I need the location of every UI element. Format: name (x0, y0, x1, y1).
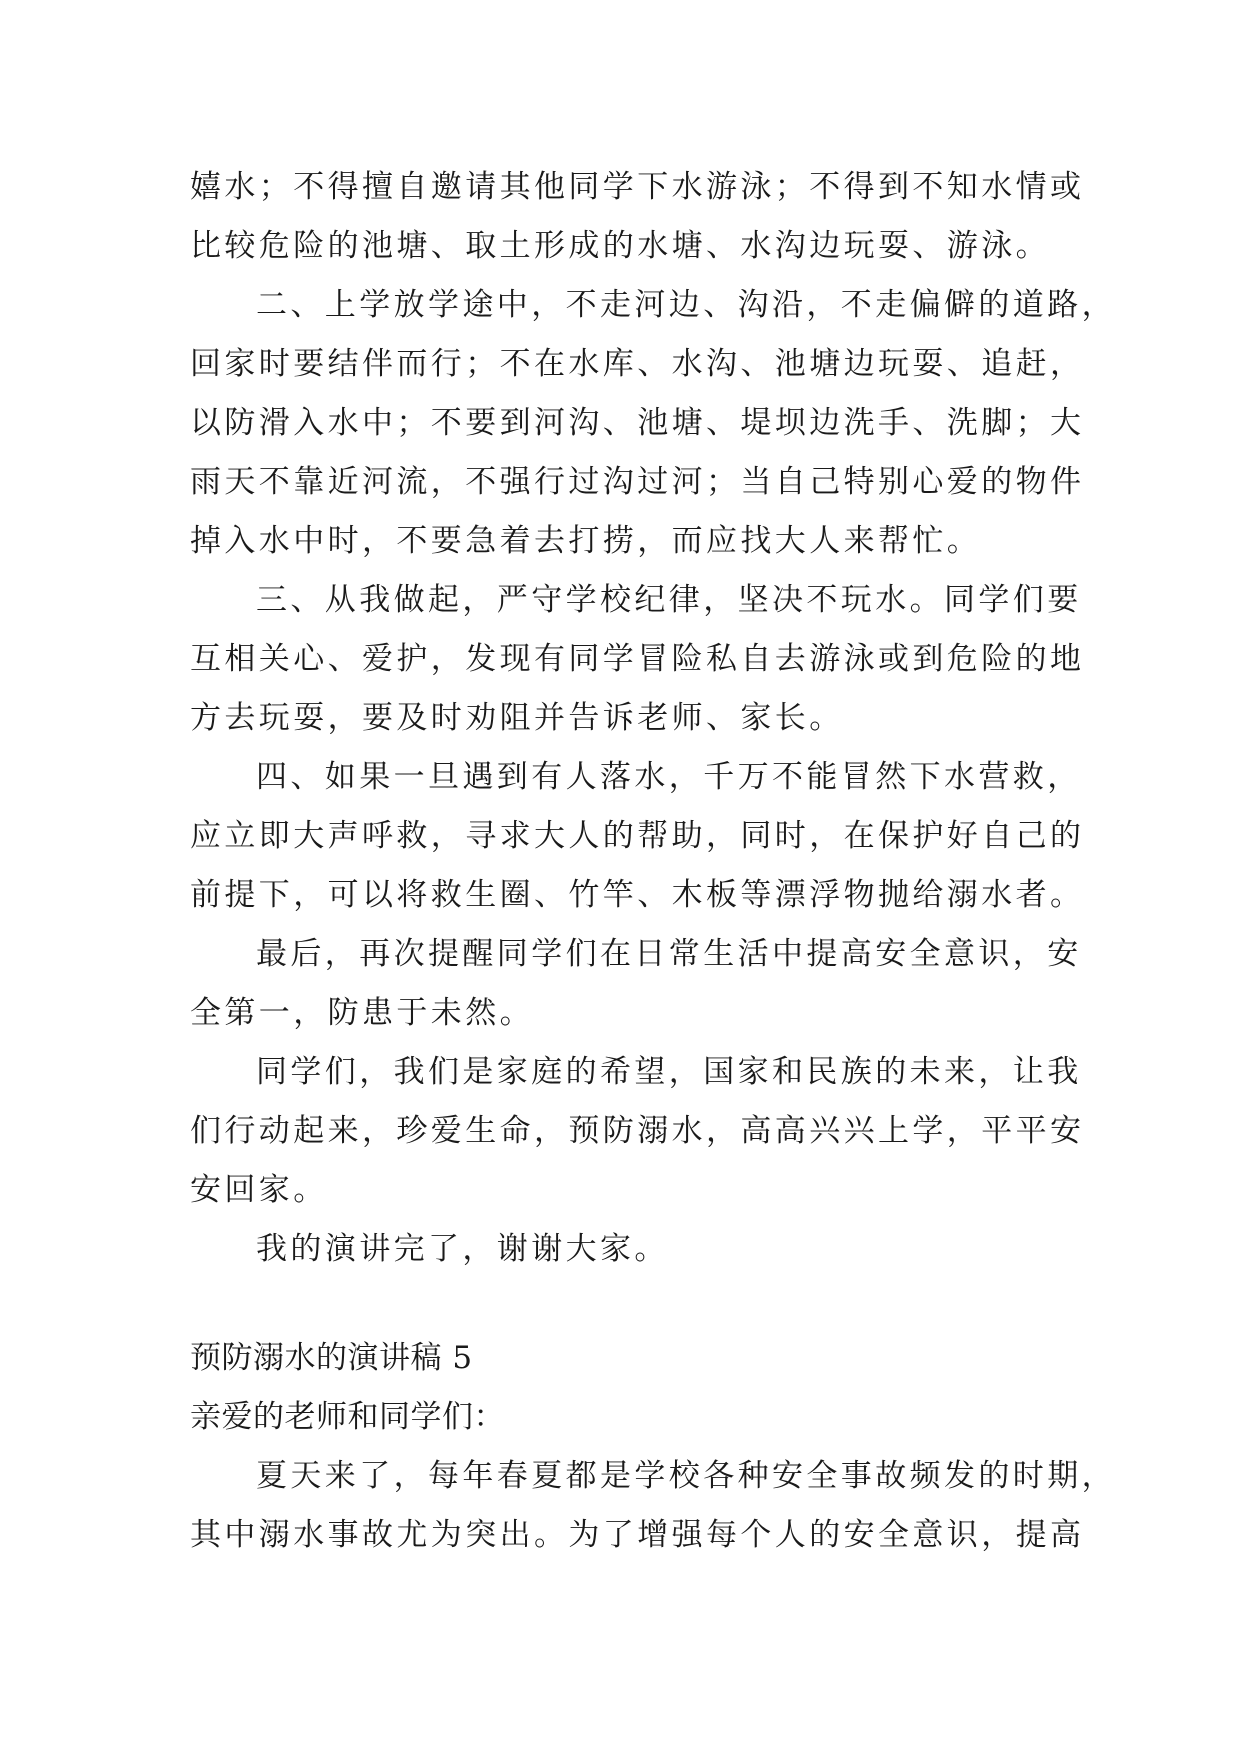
paragraph-line: 二、上学放学途中，不走河边、沟沿，不走偏僻的道路， (256, 287, 1116, 323)
paragraph-line: 三、从我做起，严守学校纪律，坚决不玩水。同学们要 (256, 582, 1082, 618)
paragraph-line: 以防滑入水中；不要到河沟、池塘、堤坝边洗手、洗脚；大 (190, 405, 1085, 441)
paragraph-line: 方去玩耍，要及时劝阻并告诉老师、家长。 (190, 700, 844, 736)
paragraph-line: 们行动起来，珍爱生命，预防溺水，高高兴兴上学，平平安 (190, 1113, 1085, 1149)
paragraph-line: 比较危险的池塘、取土形成的水塘、水沟边玩耍、游泳。 (190, 228, 1050, 264)
document-body (190, 158, 1116, 1565)
paragraph-line: 夏天来了，每年春夏都是学校各种安全事故频发的时期， (256, 1458, 1116, 1494)
paragraph-line: 掉入水中时，不要急着去打捞，而应找大人来帮忙。 (190, 523, 982, 559)
paragraph-line: 其中溺水事故尤为突出。为了增强每个人的安全意识，提高 (190, 1517, 1085, 1553)
section-title: 预防溺水的演讲稿 5 (190, 1340, 473, 1376)
paragraph-line: 四、如果一旦遇到有人落水，千万不能冒然下水营救， (256, 759, 1082, 795)
paragraph-line: 最后，再次提醒同学们在日常生活中提高安全意识，安 (256, 936, 1082, 972)
section-heading-block (190, 1329, 1054, 1447)
salutation: 亲爱的老师和同学们： (190, 1399, 505, 1435)
paragraph-line: 应立即大声呼救，寻求大人的帮助，同时，在保护好自己的 (190, 818, 1085, 854)
paragraph-line: 嬉水；不得擅自邀请其他同学下水游泳；不得到不知水情或 (190, 169, 1085, 205)
paragraph-line: 互相关心、爱护，发现有同学冒险私自去游泳或到危险的地 (190, 641, 1085, 677)
paragraph-line: 同学们，我们是家庭的希望，国家和民族的未来，让我 (256, 1054, 1082, 1090)
section-spacer (190, 1279, 1054, 1329)
paragraph-line: 回家时要结伴而行；不在水库、水沟、池塘边玩耍、追赶， (190, 346, 1085, 382)
paragraph-line: 安回家。 (190, 1172, 328, 1208)
paragraph-line: 我的演讲完了，谢谢大家。 (256, 1231, 669, 1267)
paragraph-line: 雨天不靠近河流，不强行过沟过河；当自己特别心爱的物件 (190, 464, 1085, 500)
paragraph-line: 前提下，可以将救生圈、竹竿、木板等漂浮物抛给溺水者。 (190, 877, 1085, 913)
paragraph-line: 全第一，防患于未然。 (190, 995, 534, 1031)
